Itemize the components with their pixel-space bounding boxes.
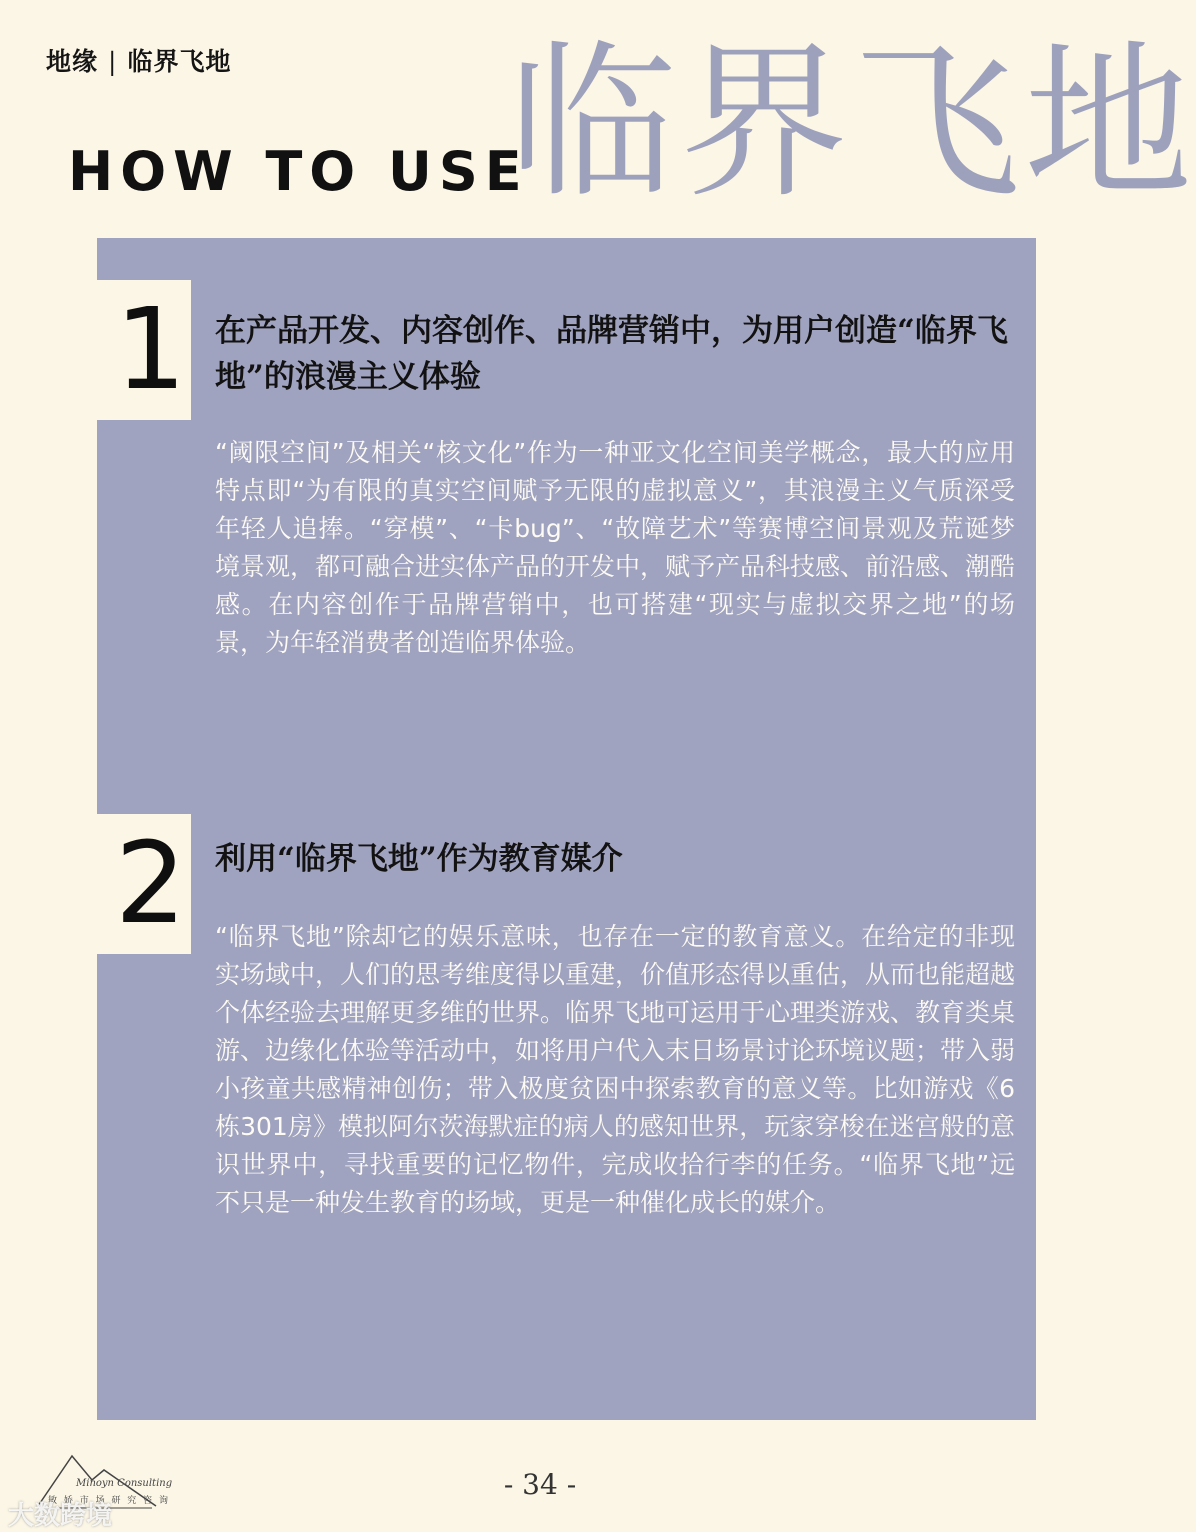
breadcrumb-separator: | [108,47,118,76]
how-to-use-heading: HOW TO USE [68,140,529,203]
section-number-box-2 [97,814,191,954]
section-heading-1: 在产品开发、内容创作、品牌营销中，为用户创造“临界飞地”的浪漫主义体验 [215,313,1008,395]
watermark: 大数跨境 [8,1501,113,1531]
section-body-1: “阈限空间”及相关“核文化”作为一种亚文化空间美学概念，最大的应用特点即“为有限的真实空间赋予无限的虚拟意义”，其浪漫主义气质深受年轻人追捧。“穿模”、“卡bug”、“故障艺术”等赛博空间景观及荒诞梦境景观，都可融合进实体产品的开发中，赋予产品科技感、前沿感、潮酷感。在内容创作于品牌营销中，也可搭建“现实与虚拟交界之地”的场景，为年轻消费者创造临界体验。 [215,438,1016,657]
section-body-2: “临界飞地”除却它的娱乐意味，也存在一定的教育意义。在给定的非现实场域中，人们的思考维度得以重建，价值形态得以重估，从而也能超越个体经验去理解更多维的世界。临界飞地可运用于心理类游戏、教育类桌游、边缘化体验等活动中，如将用户代入末日场景讨论环境议题；带入弱小孩童共感精神创伤；带入极度贫困中探索教育的意义等。比如游戏《6栋301房》模拟阿尔茨海默症的病人的感知世界，玩家穿梭在迷宫般的意识世界中，寻找重要的记忆物件，完成收拾行李的任务。“临界飞地”远不只是一种发生教育的场域，更是一种催化成长的媒介。 [215,922,1016,1217]
section-heading-2: 利用“临界飞地”作为教育媒介 [215,841,623,877]
section-number-box-1 [97,280,191,420]
logo-company-text: 敏 娇 市 场 研 究 咨 询 [48,1496,171,1506]
page-title: 临界飞地 [508,25,1196,221]
breadcrumb-part-2: 临界飞地 [127,47,232,76]
content-panel [97,238,1036,1420]
section-number-1: 1 [115,285,187,415]
breadcrumb-part-1: 地缘 [46,47,99,76]
breadcrumb [46,42,231,78]
section-number-2: 2 [115,819,187,949]
page-number: - 34 - [503,1468,577,1501]
logo-script-text: Minoyn Consulting [76,1478,173,1489]
